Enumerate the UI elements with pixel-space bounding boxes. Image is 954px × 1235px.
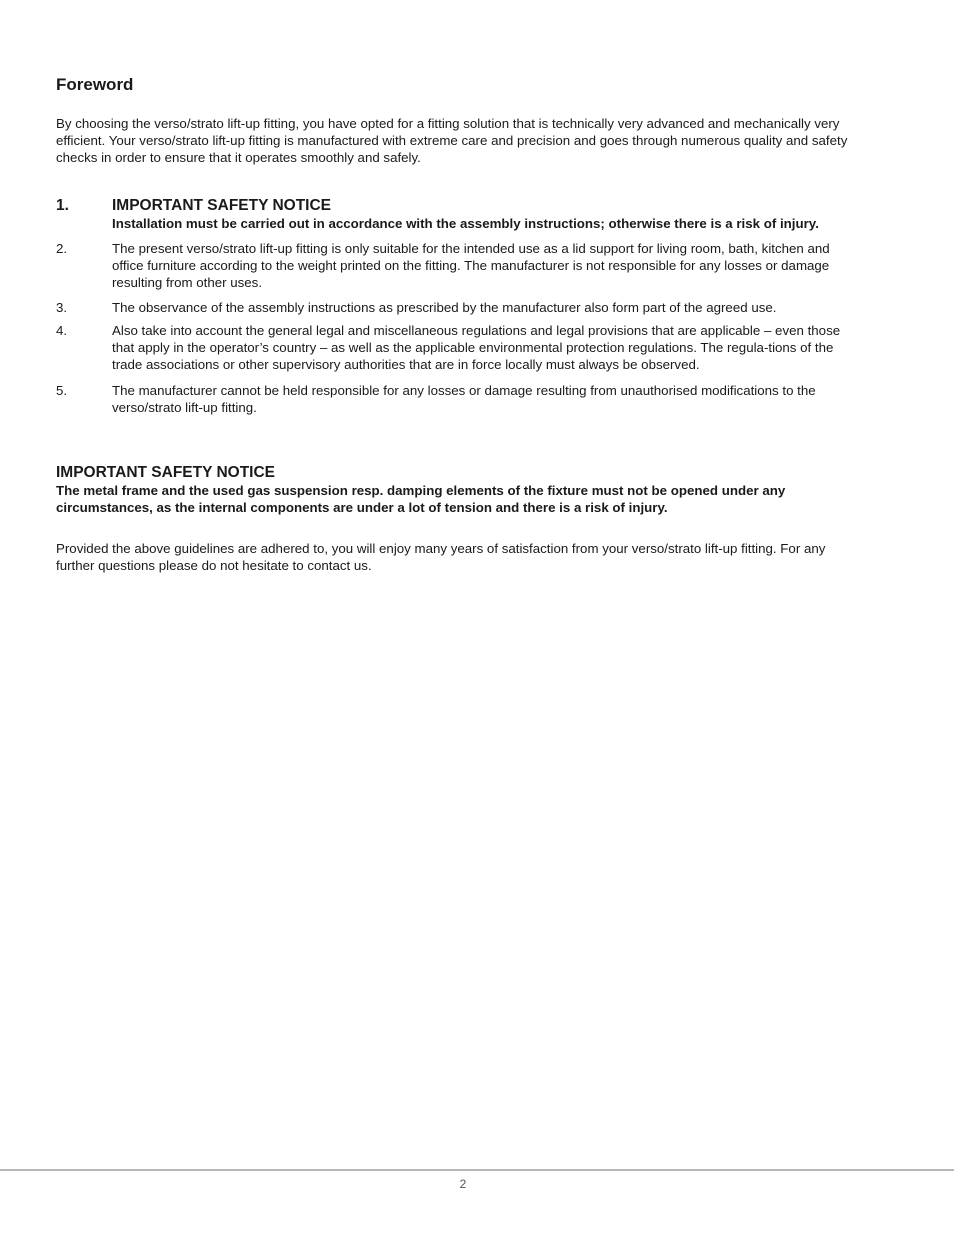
- foreword-intro: By choosing the verso/strato lift-up fitting, you have opted for a fitting solution that is technically very advanced and mechanically very efficient. Your verso/strato lift-up fitting is manufactured with extreme care and precision and goes through numerous quality and safety checks in order to ensure that it operates smoothly and safely.: [56, 116, 848, 165]
- list-item-1: [56, 196, 856, 232]
- page-number: 2: [459, 1177, 467, 1191]
- list-item-number: 5.: [56, 383, 68, 398]
- safety-notice-heading: IMPORTANT SAFETY NOTICE: [56, 464, 276, 481]
- list-item-text: The present verso/strato lift-up fitting is only suitable for the intended use as a lid support for living room, bath, kitchen and office furniture according to the weight printed on the fitting. The manufacturer is not responsible for any losses or damage resulting from other uses.: [112, 241, 830, 290]
- list-item-5: [56, 382, 856, 416]
- list-item-number: 1.: [56, 197, 69, 214]
- list-item-number: 4.: [56, 323, 68, 338]
- list-item-number: 3.: [56, 300, 68, 315]
- list-item-3: [56, 299, 856, 316]
- section-heading: IMPORTANT SAFETY NOTICE: [112, 197, 332, 214]
- list-item-text: Also take into account the general legal and miscellaneous regulations and legal provisions that are applicable – even those that apply in the operator’s country – as well as the applicable environmental protection regulations. The regula-tions of the trade associations or other supervisory authorities that are in force locally must always be observed.: [112, 323, 841, 372]
- safety-notice-text: Installation must be carried out in accordance with the assembly instructions; otherwise there is a risk of injury.: [112, 216, 819, 231]
- foreword-title: Foreword: [56, 75, 134, 94]
- safety-notice-section: [56, 463, 856, 516]
- closing-paragraph: Provided the above guidelines are adhered to, you will enjoy many years of satisfaction from your verso/strato lift-up fitting. For any further questions please do not hesitate to contact us.: [56, 541, 826, 573]
- list-item-text: The manufacturer cannot be held responsible for any losses or damage resulting from unauthorised modifications to the verso/strato lift-up fitting.: [112, 383, 816, 415]
- safety-notice-text: The metal frame and the used gas suspension resp. damping elements of the fixture must not be opened under any circumstances, as the internal components are under a lot of tension and there is a risk of injury.: [56, 483, 786, 515]
- list-item-4: [56, 322, 856, 373]
- list-item-2: [56, 240, 856, 291]
- footer-divider: [0, 1169, 954, 1171]
- numbered-list: [56, 196, 856, 416]
- list-item-number: 2.: [56, 241, 68, 256]
- list-item-text: The observance of the assembly instructions as prescribed by the manufacturer also form part of the agreed use.: [112, 300, 777, 315]
